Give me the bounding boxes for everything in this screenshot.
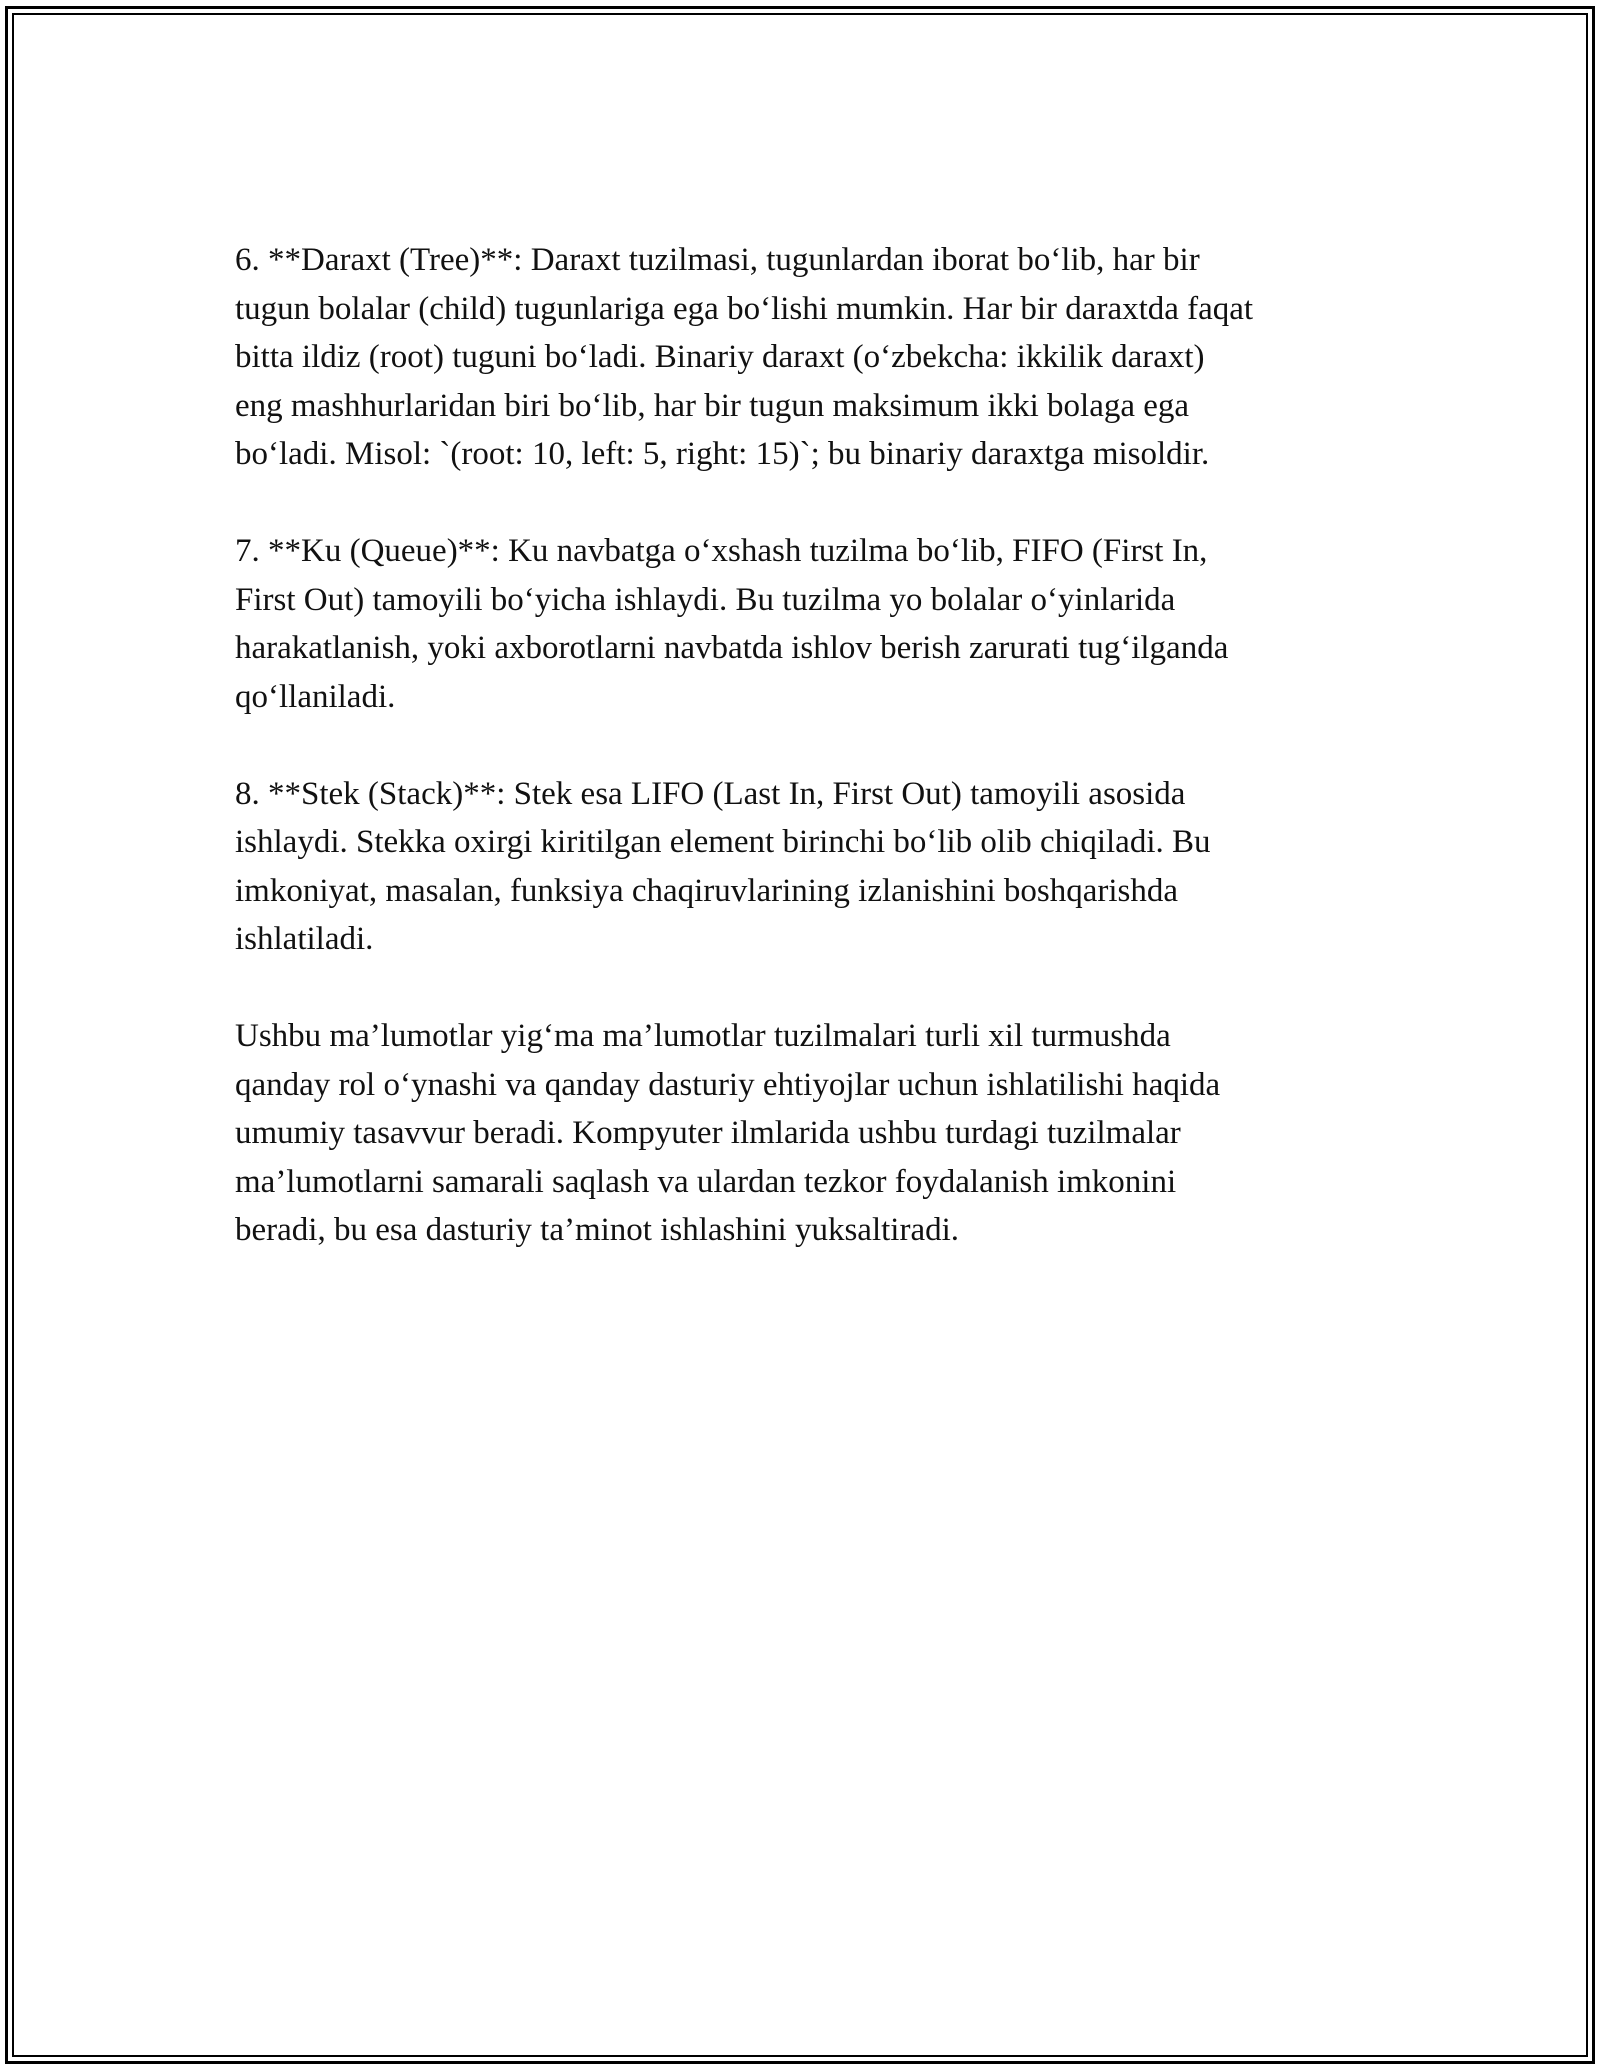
paragraph-stack: 8. **Stek (Stack)**: Stek esa LIFO (Last In, First Out) tamoyili asosida ishlaydi. Stekka oxirgi kiritilgan element birinchi bo‘lib olib chiqiladi. Bu imkoniyat, masalan, funksiya chaqiruvlarining izlanishini boshqarishda ishlatiladi. — [235, 775, 1211, 957]
paragraph-summary: Ushbu ma’lumotlar yig‘ma ma’lumotlar tuzilmalari turli xil turmushda qanday rol o‘ynashi va qanday dasturiy ehtiyojlar uchun ishlatilishi haqida umumiy tasavvur beradi. Kompyuter ilmlarida ushbu turdagi tuzilmalar ma’lumotlarni samarali saqlash va ulardan tezkor foydalanish imkonini beradi, bu esa dasturiy ta’minot ishlashini yuksaltiradi. — [235, 1018, 1221, 1248]
paragraph-tree: 6. **Daraxt (Tree)**: Daraxt tuzilmasi, tugunlardan iborat bo‘lib, har bir tugun bolalar (child) tugunlariga ega bo‘lishi mumkin. Har bir daraxtda faqat bitta ildiz (root) tuguni bo‘ladi. Binariy daraxt (o‘zbekcha: ikkilik daraxt) eng mashhurlaridan biri bo‘lib, har bir tugun maksimum ikki bolaga ega bo‘ladi. Misol: `(root: 10, left: 5, right: 15)`; bu binariy daraxtga misoldir. — [235, 242, 1254, 472]
document-body — [235, 236, 1385, 1303]
paragraph-queue: 7. **Ku (Queue)**: Ku navbatga o‘xshash tuzilma bo‘lib, FIFO (First In, First Out) tamoyili bo‘yicha ishlaydi. Bu tuzilma yo bolalar o‘yinlarida harakatlanish, yoki axborotlarni navbatda ishlov berish zarurati tug‘ilganda qo‘llaniladi. — [235, 533, 1229, 715]
